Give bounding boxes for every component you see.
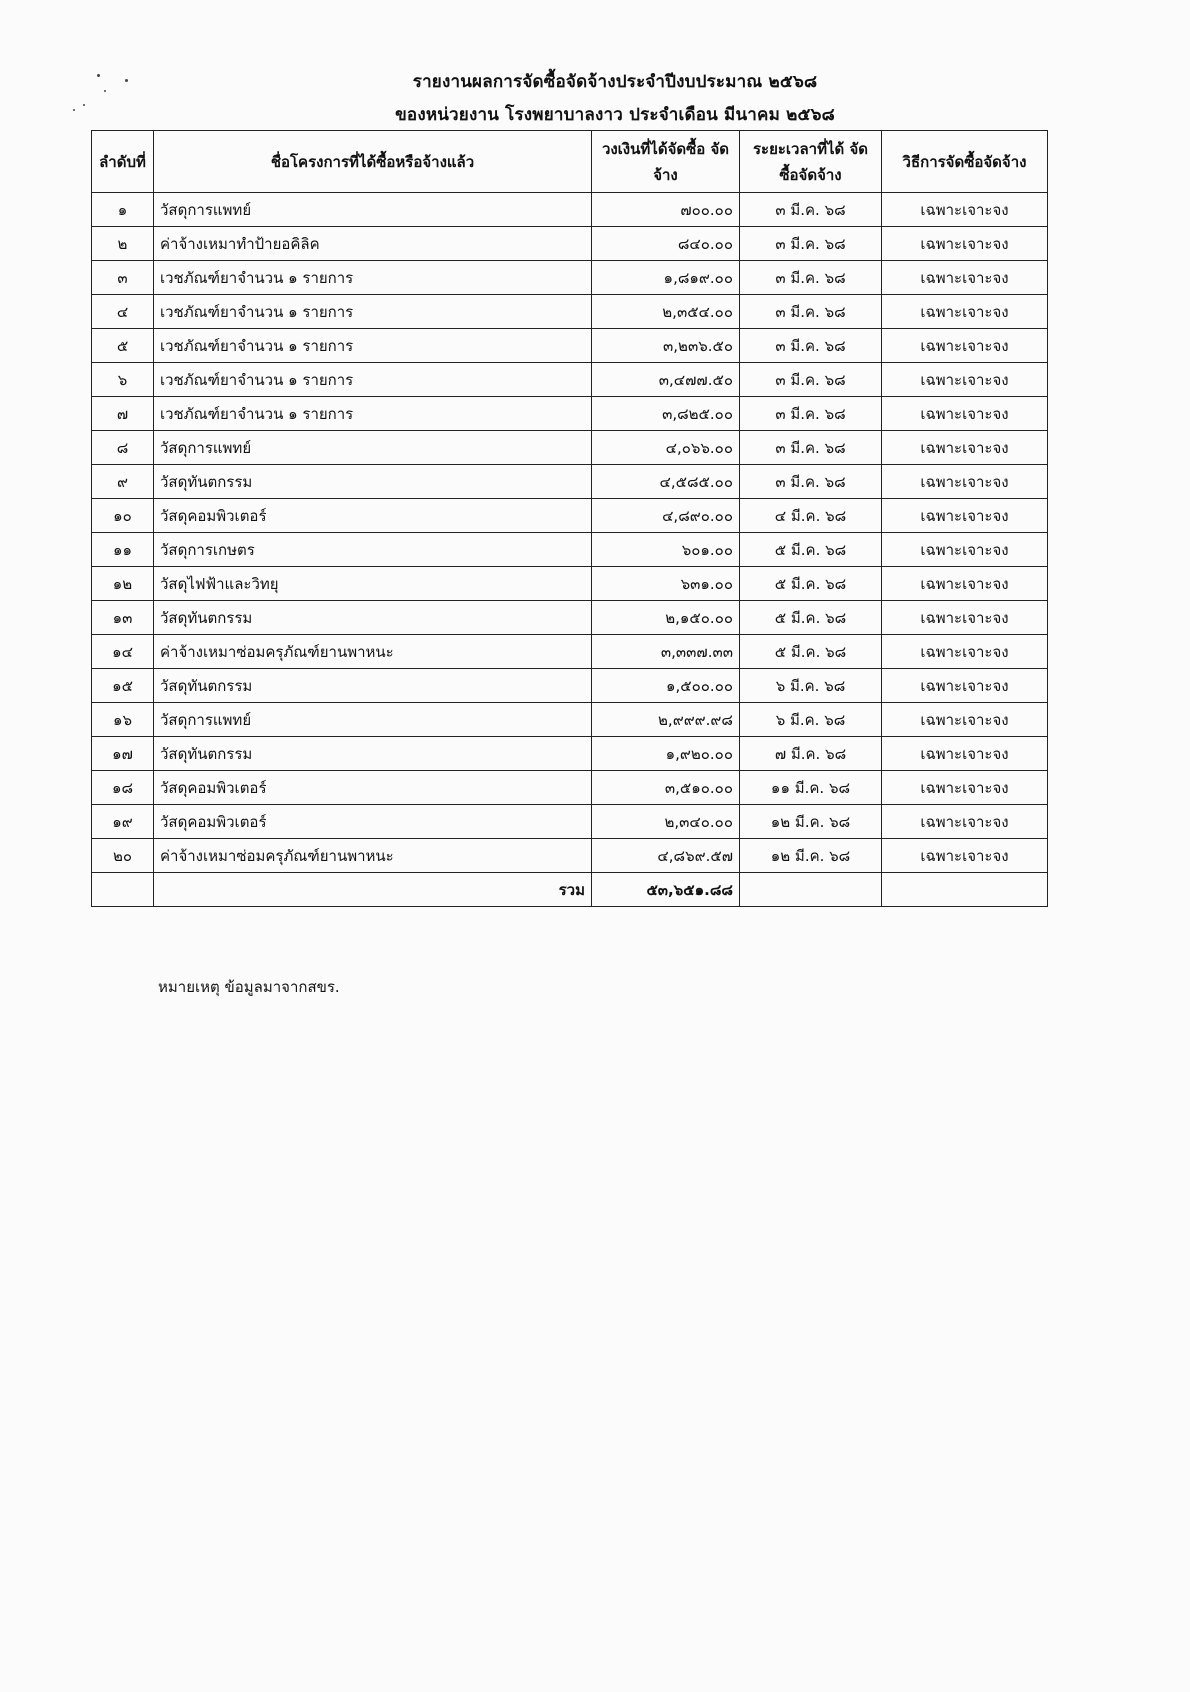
- project-name-cell: วัสดุคอมพิวเตอร์: [154, 771, 592, 805]
- table-row: [92, 805, 1048, 839]
- procurement-method-cell: เฉพาะเจาะจง: [882, 329, 1048, 363]
- column-header-method: วิธีการจัดซื้อจัดจ้าง: [882, 131, 1048, 193]
- row-number-cell: ๑๒: [92, 567, 154, 601]
- amount-cell: ๘๔๐.๐๐: [592, 227, 740, 261]
- procurement-date-cell: ๑๒ มี.ค. ๖๘: [740, 839, 882, 873]
- procurement-date-cell: ๖ มี.ค. ๖๘: [740, 703, 882, 737]
- procurement-method-cell: เฉพาะเจาะจง: [882, 703, 1048, 737]
- procurement-method-cell: เฉพาะเจาะจง: [882, 805, 1048, 839]
- row-number-cell: ๑๗: [92, 737, 154, 771]
- report-title: รายงานผลการจัดซื้อจัดจ้างประจำปีงบประมาณ ๒๕๖๘: [412, 72, 818, 92]
- procurement-method-cell: เฉพาะเจาะจง: [882, 601, 1048, 635]
- procurement-method-cell: เฉพาะเจาะจง: [882, 533, 1048, 567]
- amount-cell: ๔,๕๘๕.๐๐: [592, 465, 740, 499]
- column-header-period: ระยะเวลาที่ได้ จัดซื้อจัดจ้าง: [740, 131, 882, 193]
- procurement-date-cell: ๕ มี.ค. ๖๘: [740, 567, 882, 601]
- table-row: [92, 567, 1048, 601]
- procurement-date-cell: ๓ มี.ค. ๖๘: [740, 363, 882, 397]
- total-blank-cell: [740, 873, 882, 907]
- procurement-date-cell: ๑๒ มี.ค. ๖๘: [740, 805, 882, 839]
- procurement-date-cell: ๓ มี.ค. ๖๘: [740, 329, 882, 363]
- amount-cell: ๒,๓๕๔.๐๐: [592, 295, 740, 329]
- column-header-amount: วงเงินที่ได้จัดซื้อ จัดจ้าง: [592, 131, 740, 193]
- total-blank-cell: [882, 873, 1048, 907]
- total-amount: ๕๓,๖๕๑.๘๘: [592, 873, 740, 907]
- project-name-cell: วัสดุทันตกรรม: [154, 669, 592, 703]
- table-row: [92, 193, 1048, 227]
- project-name-cell: เวชภัณฑ์ยาจำนวน ๑ รายการ: [154, 363, 592, 397]
- table-row: [92, 465, 1048, 499]
- procurement-date-cell: ๓ มี.ค. ๖๘: [740, 261, 882, 295]
- procurement-date-cell: ๔ มี.ค. ๖๘: [740, 499, 882, 533]
- amount-cell: ๓,๓๓๗.๓๓: [592, 635, 740, 669]
- procurement-table: [91, 130, 1048, 907]
- column-header-project: ชื่อโครงการที่ได้ซื้อหรือจ้างแล้ว: [154, 131, 592, 193]
- amount-cell: ๓,๕๑๐.๐๐: [592, 771, 740, 805]
- row-number-cell: ๑๖: [92, 703, 154, 737]
- amount-cell: ๓,๒๓๖.๕๐: [592, 329, 740, 363]
- table-row: [92, 431, 1048, 465]
- table-row: [92, 261, 1048, 295]
- project-name-cell: วัสดุการแพทย์: [154, 193, 592, 227]
- procurement-method-cell: เฉพาะเจาะจง: [882, 397, 1048, 431]
- procurement-method-cell: เฉพาะเจาะจง: [882, 771, 1048, 805]
- project-name-cell: วัสดุการเกษตร: [154, 533, 592, 567]
- project-name-cell: เวชภัณฑ์ยาจำนวน ๑ รายการ: [154, 295, 592, 329]
- table-body: [92, 193, 1048, 873]
- procurement-method-cell: เฉพาะเจาะจง: [882, 465, 1048, 499]
- total-row: [92, 873, 1048, 907]
- amount-cell: ๔,๐๖๖.๐๐: [592, 431, 740, 465]
- project-name-cell: วัสดุทันตกรรม: [154, 601, 592, 635]
- table-row: [92, 363, 1048, 397]
- amount-cell: ๓,๔๗๗.๕๐: [592, 363, 740, 397]
- procurement-method-cell: เฉพาะเจาะจง: [882, 431, 1048, 465]
- table-header-row: [92, 131, 1048, 193]
- table-row: [92, 601, 1048, 635]
- project-name-cell: วัสดุทันตกรรม: [154, 465, 592, 499]
- row-number-cell: ๓: [92, 261, 154, 295]
- procurement-date-cell: ๓ มี.ค. ๖๘: [740, 465, 882, 499]
- row-number-cell: ๑๑: [92, 533, 154, 567]
- procurement-method-cell: เฉพาะเจาะจง: [882, 363, 1048, 397]
- table-row: [92, 329, 1048, 363]
- total-label: รวม: [154, 873, 592, 907]
- table-row: [92, 839, 1048, 873]
- column-header-no: ลำดับที่: [92, 131, 154, 193]
- project-name-cell: เวชภัณฑ์ยาจำนวน ๑ รายการ: [154, 329, 592, 363]
- procurement-method-cell: เฉพาะเจาะจง: [882, 669, 1048, 703]
- amount-cell: ๔,๘๙๐.๐๐: [592, 499, 740, 533]
- procurement-method-cell: เฉพาะเจาะจง: [882, 193, 1048, 227]
- project-name-cell: ค่าจ้างเหมาทำป้ายอคิลิค: [154, 227, 592, 261]
- procurement-method-cell: เฉพาะเจาะจง: [882, 499, 1048, 533]
- table-row: [92, 227, 1048, 261]
- procurement-method-cell: เฉพาะเจาะจง: [882, 227, 1048, 261]
- table-row: [92, 397, 1048, 431]
- row-number-cell: ๑๘: [92, 771, 154, 805]
- procurement-method-cell: เฉพาะเจาะจง: [882, 839, 1048, 873]
- amount-cell: ๒,๙๙๙.๙๘: [592, 703, 740, 737]
- row-number-cell: ๗: [92, 397, 154, 431]
- procurement-date-cell: ๕ มี.ค. ๖๘: [740, 601, 882, 635]
- table-row: [92, 771, 1048, 805]
- amount-cell: ๓,๘๒๕.๐๐: [592, 397, 740, 431]
- project-name-cell: วัสดุคอมพิวเตอร์: [154, 805, 592, 839]
- procurement-method-cell: เฉพาะเจาะจง: [882, 737, 1048, 771]
- row-number-cell: ๖: [92, 363, 154, 397]
- row-number-cell: ๙: [92, 465, 154, 499]
- table-row: [92, 533, 1048, 567]
- row-number-cell: ๑๓: [92, 601, 154, 635]
- row-number-cell: ๘: [92, 431, 154, 465]
- row-number-cell: ๑๐: [92, 499, 154, 533]
- procurement-date-cell: ๓ มี.ค. ๖๘: [740, 397, 882, 431]
- row-number-cell: ๑๔: [92, 635, 154, 669]
- procurement-date-cell: ๓ มี.ค. ๖๘: [740, 227, 882, 261]
- project-name-cell: วัสดุการแพทย์: [154, 431, 592, 465]
- amount-cell: ๒,๑๕๐.๐๐: [592, 601, 740, 635]
- amount-cell: ๒,๓๔๐.๐๐: [592, 805, 740, 839]
- amount-cell: ๖๓๑.๐๐: [592, 567, 740, 601]
- row-number-cell: ๔: [92, 295, 154, 329]
- procurement-date-cell: ๓ มี.ค. ๖๘: [740, 295, 882, 329]
- procurement-date-cell: ๕ มี.ค. ๖๘: [740, 635, 882, 669]
- procurement-date-cell: ๓ มี.ค. ๖๘: [740, 193, 882, 227]
- total-blank-cell: [92, 873, 154, 907]
- table-row: [92, 635, 1048, 669]
- amount-cell: ๑,๕๐๐.๐๐: [592, 669, 740, 703]
- project-name-cell: วัสดุทันตกรรม: [154, 737, 592, 771]
- row-number-cell: ๒: [92, 227, 154, 261]
- project-name-cell: เวชภัณฑ์ยาจำนวน ๑ รายการ: [154, 261, 592, 295]
- table-row: [92, 499, 1048, 533]
- table-row: [92, 669, 1048, 703]
- project-name-cell: ค่าจ้างเหมาซ่อมครุภัณฑ์ยานพาหนะ: [154, 839, 592, 873]
- project-name-cell: เวชภัณฑ์ยาจำนวน ๑ รายการ: [154, 397, 592, 431]
- procurement-method-cell: เฉพาะเจาะจง: [882, 567, 1048, 601]
- procurement-date-cell: ๕ มี.ค. ๖๘: [740, 533, 882, 567]
- procurement-date-cell: ๗ มี.ค. ๖๘: [740, 737, 882, 771]
- procurement-date-cell: ๑๑ มี.ค. ๖๘: [740, 771, 882, 805]
- table-row: [92, 737, 1048, 771]
- amount-cell: ๖๐๑.๐๐: [592, 533, 740, 567]
- footnote: หมายเหตุ ข้อมูลมาจากสขร.: [158, 978, 340, 996]
- amount-cell: ๑,๙๒๐.๐๐: [592, 737, 740, 771]
- amount-cell: ๑,๘๑๙.๐๐: [592, 261, 740, 295]
- row-number-cell: ๑๕: [92, 669, 154, 703]
- project-name-cell: วัสดุการแพทย์: [154, 703, 592, 737]
- table-row: [92, 703, 1048, 737]
- procurement-date-cell: ๖ มี.ค. ๖๘: [740, 669, 882, 703]
- procurement-method-cell: เฉพาะเจาะจง: [882, 295, 1048, 329]
- row-number-cell: ๒๐: [92, 839, 154, 873]
- procurement-method-cell: เฉพาะเจาะจง: [882, 261, 1048, 295]
- report-subtitle: ของหน่วยงาน โรงพยาบาลงาว ประจำเดือน มีนาคม ๒๕๖๘: [395, 105, 835, 125]
- project-name-cell: ค่าจ้างเหมาซ่อมครุภัณฑ์ยานพาหนะ: [154, 635, 592, 669]
- project-name-cell: วัสดุไฟฟ้าและวิทยุ: [154, 567, 592, 601]
- amount-cell: ๗๐๐.๐๐: [592, 193, 740, 227]
- row-number-cell: ๕: [92, 329, 154, 363]
- row-number-cell: ๑๙: [92, 805, 154, 839]
- project-name-cell: วัสดุคอมพิวเตอร์: [154, 499, 592, 533]
- procurement-date-cell: ๓ มี.ค. ๖๘: [740, 431, 882, 465]
- table-row: [92, 295, 1048, 329]
- procurement-method-cell: เฉพาะเจาะจง: [882, 635, 1048, 669]
- amount-cell: ๔,๘๖๙.๕๗: [592, 839, 740, 873]
- row-number-cell: ๑: [92, 193, 154, 227]
